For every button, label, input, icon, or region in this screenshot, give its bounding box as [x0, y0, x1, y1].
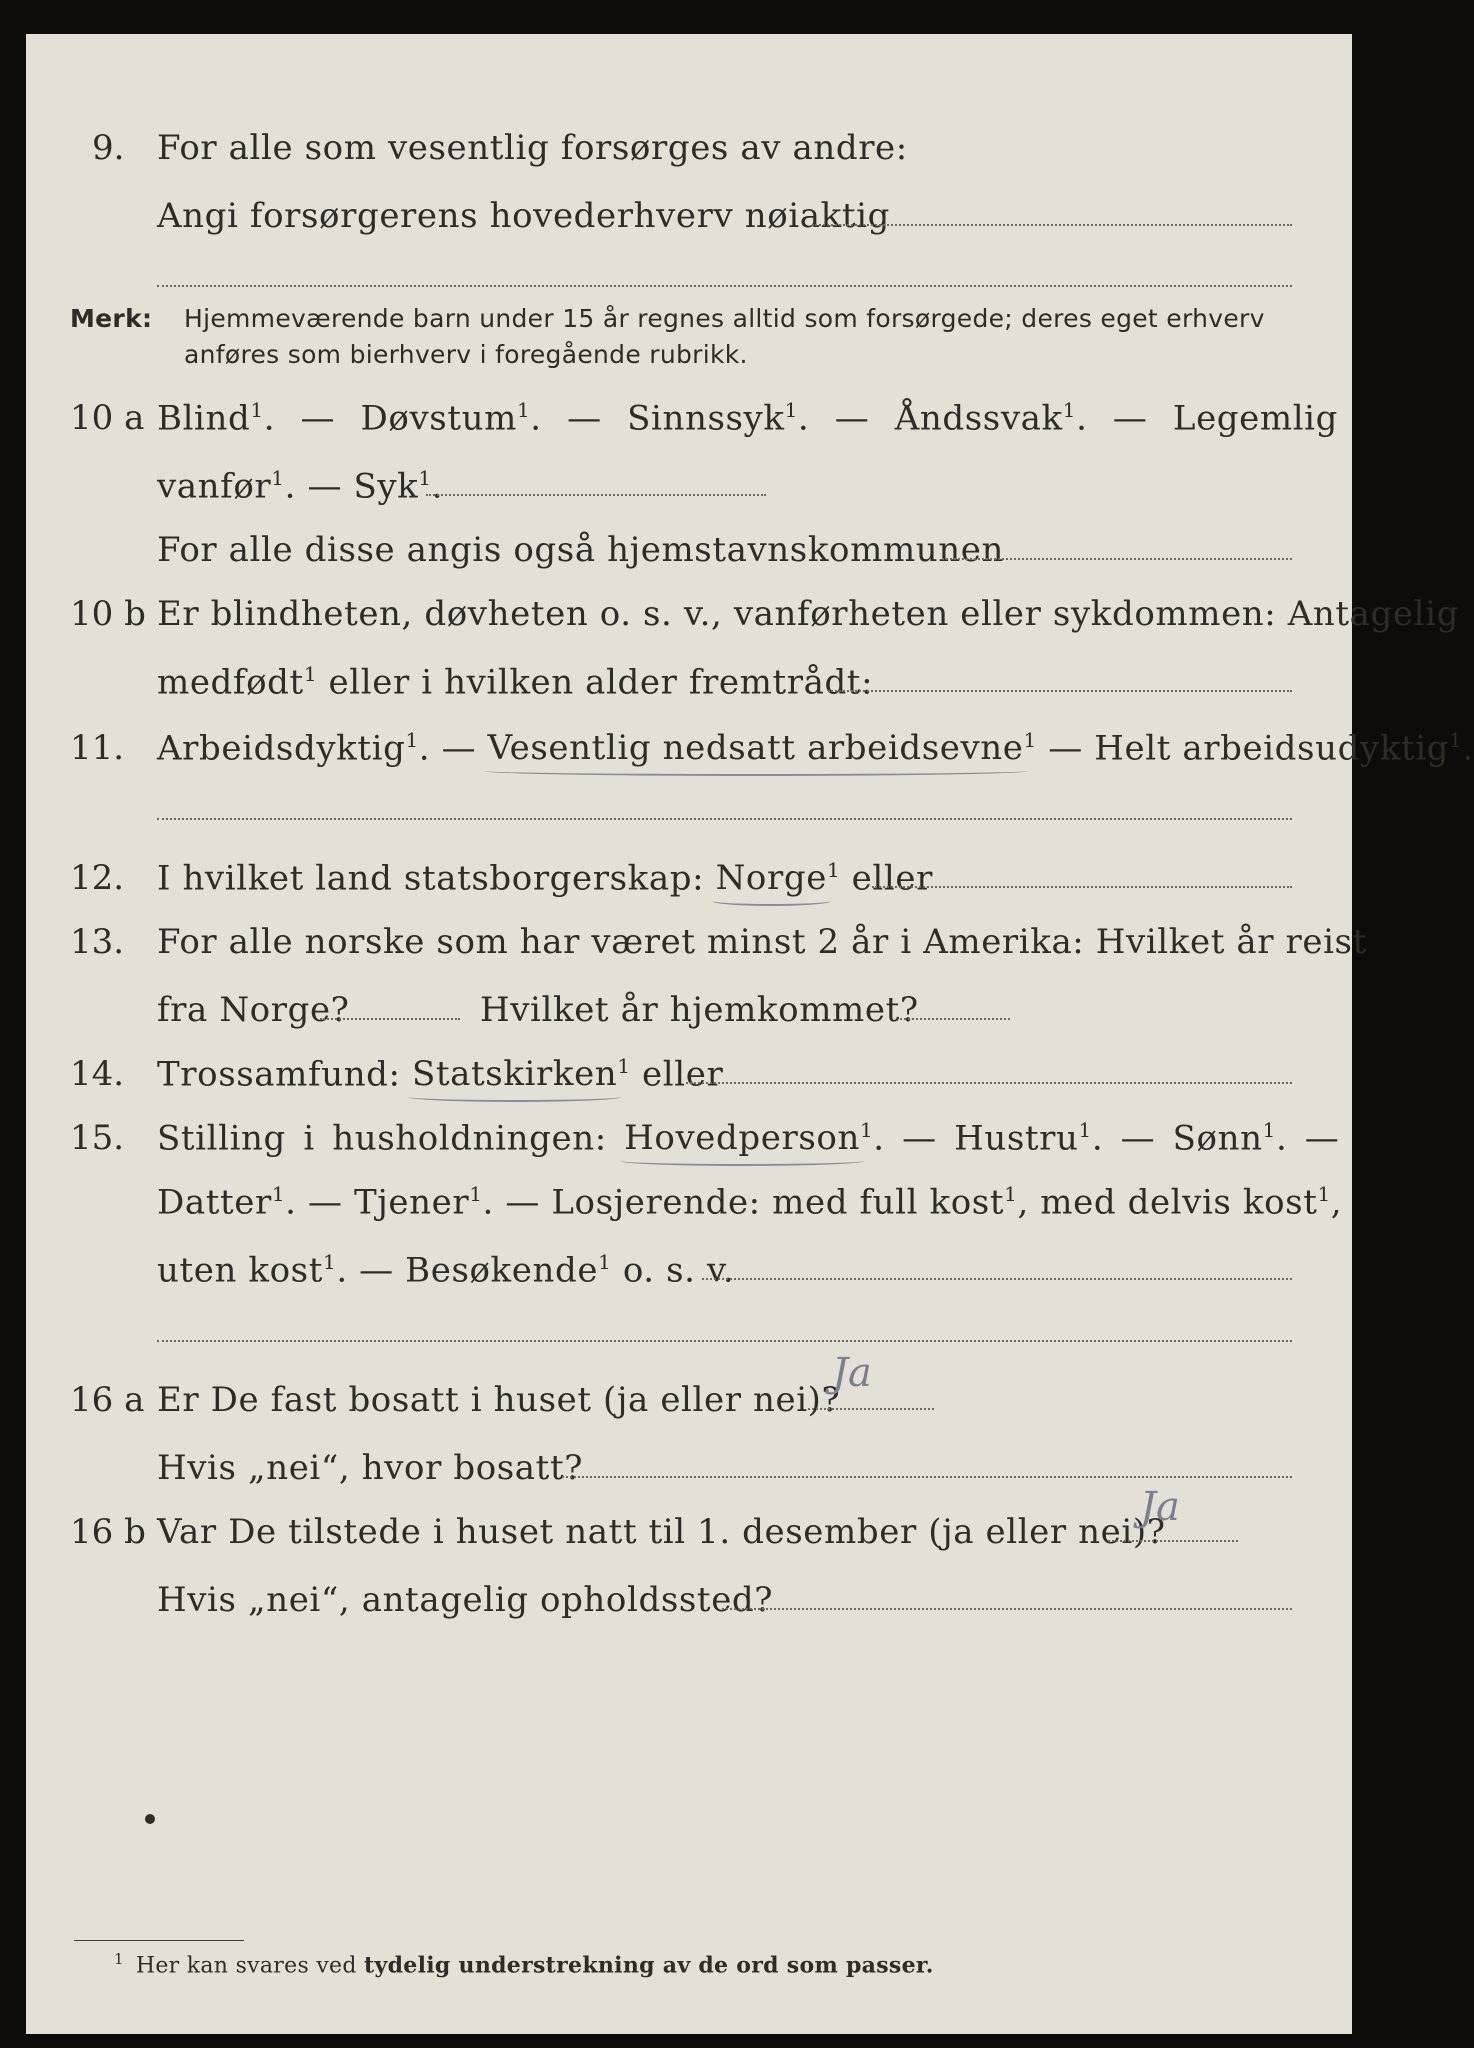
- q16a-handwritten-answer: Ja: [832, 1350, 872, 1396]
- q16b-line1: Var De tilstede i huset natt til 1. desember (ja eller nei)?: [157, 1512, 1166, 1552]
- q10b-line1: Er blindheten, døvheten o. s. v., vanførheten eller sykdommen: Antagelig: [157, 594, 1459, 634]
- merk-line1: Hjemmeværende barn under 15 år regnes alltid som forsørgede; deres eget erhverv: [184, 304, 1265, 333]
- q13-left-year-line[interactable]: [320, 1018, 460, 1020]
- q16b-line2: Hvis „nei“, antagelig opholdssted?: [157, 1580, 774, 1620]
- item-number-15: 15.: [70, 1118, 125, 1158]
- q16b-handwritten-answer: Ja: [1140, 1484, 1180, 1530]
- item-number-12: 12.: [70, 858, 125, 898]
- q15-line1: Stilling i husholdningen: Hovedperson$^1$. — Hustru$^1$. — Sønn$^1$. —: [157, 1118, 1340, 1159]
- q12-answer-line[interactable]: [872, 886, 1292, 888]
- q9-line2: Angi forsørgerens hovederhverv nøiaktig: [157, 196, 890, 236]
- q16a-residence-line[interactable]: [562, 1476, 1292, 1478]
- q16a-line2: Hvis „nei“, hvor bosatt?: [157, 1448, 584, 1488]
- q15-line2: Datter$^1$. — Tjener$^1$. — Losjerende: med full kost$^1$, med delvis kost$^1$,: [157, 1182, 1343, 1223]
- q10b-answer-line[interactable]: [828, 690, 1292, 692]
- footnote: $^1$ Her kan svares ved tydelig understrekning av de ord som passer.: [114, 1950, 934, 1979]
- q11-answer-line[interactable]: [157, 818, 1292, 820]
- q12-line: I hvilket land statsborgerskap: Norge$^1$ eller: [157, 858, 933, 899]
- q13-line2a: fra Norge?: [157, 990, 350, 1030]
- item-number-13: 13.: [70, 922, 125, 962]
- q11-line: Arbeidsdyktig$^1$. — Vesentlig nedsatt arbeidsevne$^1$ — Helt arbeidsudyktig$^1$.: [157, 728, 1474, 769]
- q12-underlined-answer: Norge: [715, 858, 827, 899]
- q14-underlined-answer: Statskirken: [412, 1054, 618, 1095]
- q16b-answer-line[interactable]: [1108, 1540, 1238, 1542]
- q9-line1: For alle som vesentlig forsørges av andre:: [157, 128, 908, 168]
- q10a-hometown-line[interactable]: [942, 558, 1292, 560]
- q9-answer-line[interactable]: [812, 224, 1292, 226]
- q15-answer-line[interactable]: [702, 1278, 1292, 1280]
- q13-line2b: Hvilket år hjemkommet?: [480, 990, 919, 1030]
- q10a-line2: vanfør$^1$. — Syk$^1$.: [157, 466, 444, 507]
- ink-dot: [145, 1814, 155, 1824]
- census-form-page: [26, 34, 1352, 2034]
- q10a-line1: Blind$^1$. — Døvstum$^1$. — Sinnssyk$^1$. — Åndssvak$^1$. — Legemlig: [157, 398, 1339, 439]
- item-number-14: 14.: [70, 1054, 125, 1094]
- q11-underlined-answer: Vesentlig nedsatt arbeidsevne: [487, 728, 1024, 769]
- q16a-answer-line[interactable]: [808, 1408, 934, 1410]
- q10b-line2: medfødt$^1$ eller i hvilken alder fremtrådt:: [157, 662, 874, 703]
- footnote-rule: [74, 1940, 244, 1941]
- item-number-10b: 10 b: [70, 594, 146, 634]
- q15-line3: uten kost$^1$. — Besøkende$^1$ o. s. v.: [157, 1250, 735, 1291]
- q15-answer-line-2[interactable]: [157, 1340, 1292, 1342]
- q14-answer-line[interactable]: [686, 1082, 1292, 1084]
- merk-label: Merk:: [70, 304, 153, 333]
- q10a-line3: For alle disse angis også hjemstavnskommunen: [157, 530, 1004, 570]
- q15-underlined-answer: Hovedperson: [624, 1118, 860, 1159]
- q16b-whereabouts-line[interactable]: [722, 1608, 1292, 1610]
- q13-line1: For alle norske som har været minst 2 år i Amerika: Hvilket år reist: [157, 922, 1367, 962]
- q10a-answer-line[interactable]: [426, 494, 766, 496]
- q14-line: Trossamfund: Statskirken$^1$ eller: [157, 1054, 724, 1095]
- item-number-16a: 16 a: [70, 1380, 145, 1420]
- q16a-line1: Er De fast bosatt i huset (ja eller nei)?: [157, 1380, 841, 1420]
- item-number-9: 9.: [92, 128, 125, 168]
- q9-answer-line-2[interactable]: [157, 285, 1292, 287]
- item-number-11: 11.: [70, 728, 125, 768]
- merk-line2: anføres som bierhverv i foregående rubrikk.: [184, 340, 748, 369]
- item-number-10a: 10 a: [70, 398, 145, 438]
- q13-return-year-line[interactable]: [900, 1018, 1010, 1020]
- item-number-16b: 16 b: [70, 1512, 146, 1552]
